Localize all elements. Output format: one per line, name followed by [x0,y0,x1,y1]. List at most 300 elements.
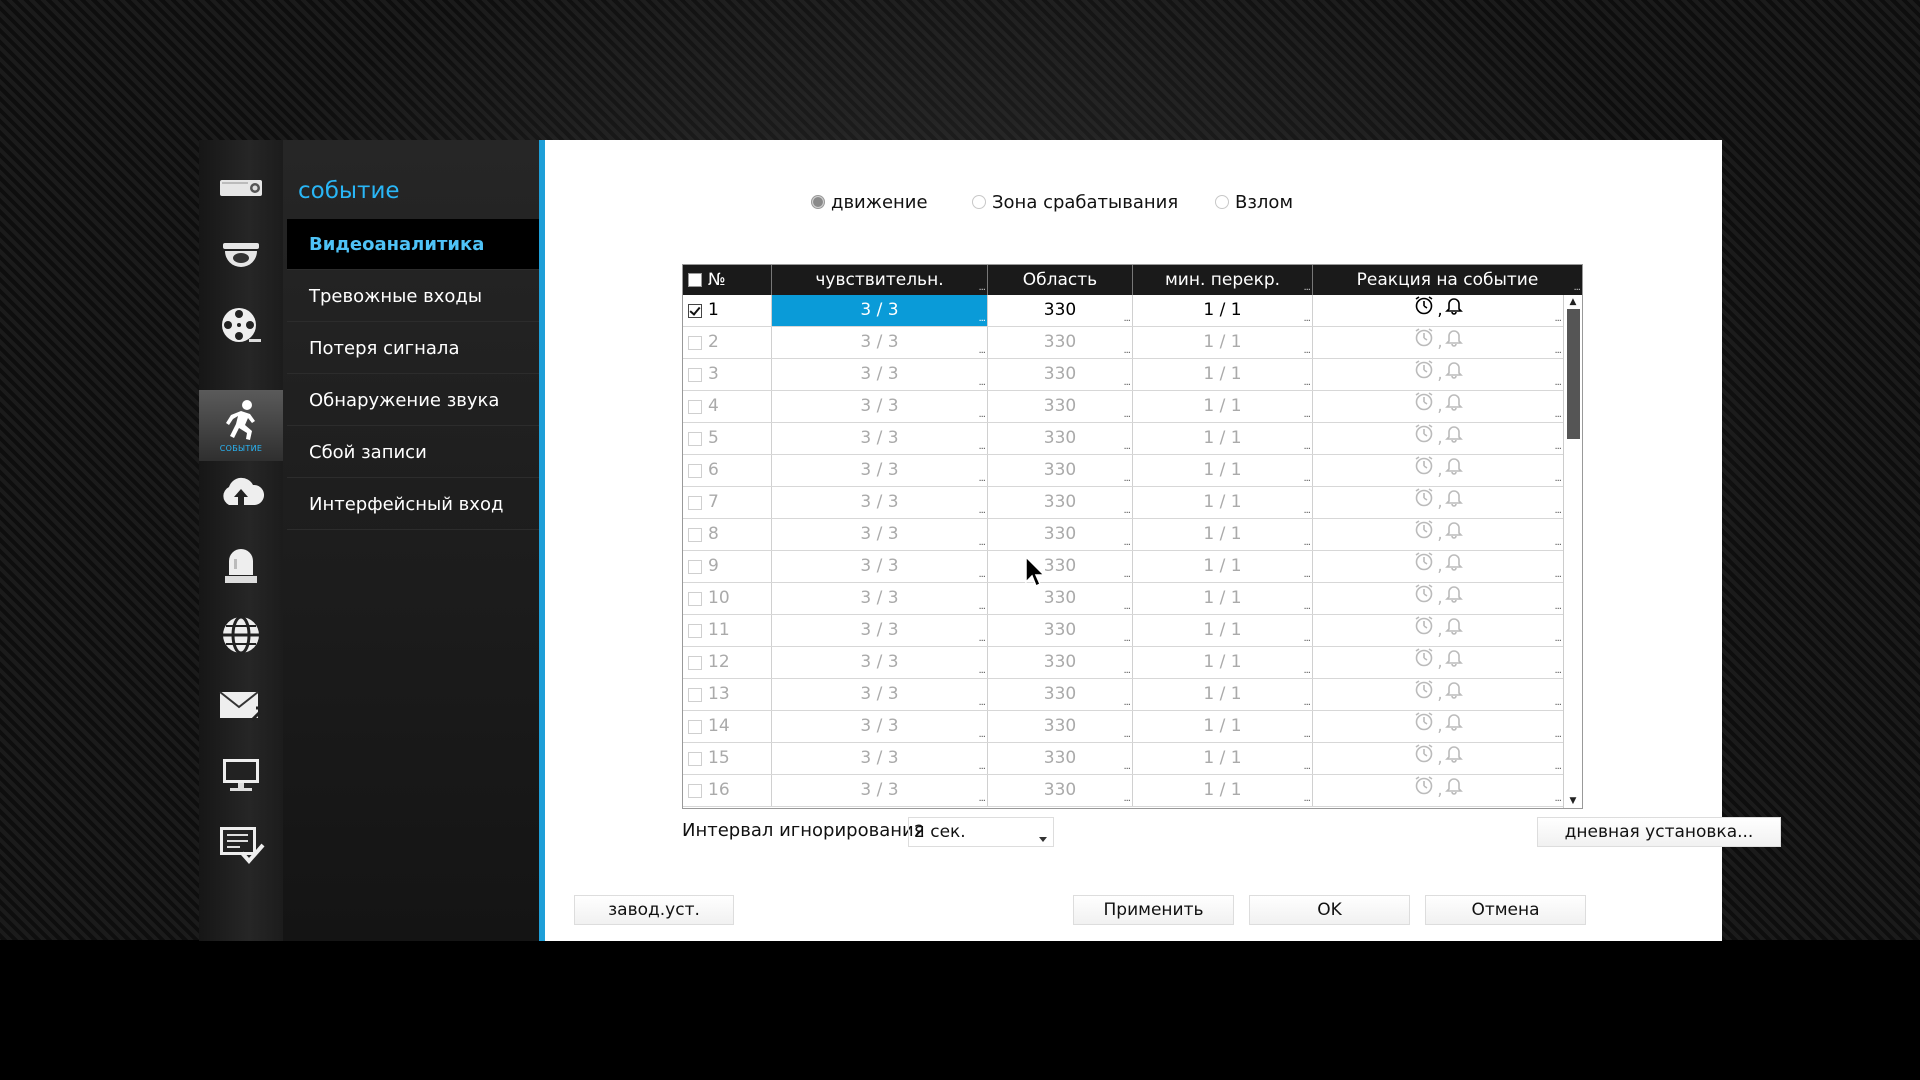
area-value: 330 [1043,524,1077,544]
reaction-cell[interactable] [1313,615,1563,646]
min-overlap-cell[interactable] [1133,551,1313,582]
sensitivity-cell[interactable] [772,391,988,422]
min-overlap-value: 1 / 1 [1203,748,1242,768]
row-num: 15 [708,748,730,768]
alarm-clock-icon [1413,743,1435,774]
row-num-cell [683,711,772,742]
alarm-clock-icon [1413,519,1435,550]
min-overlap-value: 1 / 1 [1203,588,1242,608]
reaction-ellipsis: ... [1554,729,1561,740]
min-overlap-cell[interactable] [1133,615,1313,646]
min-overlap-cell[interactable] [1133,423,1313,454]
sensitivity-cell[interactable] [772,519,988,550]
reaction-separator: , [1437,428,1443,448]
reaction-ellipsis: ... [1554,505,1561,516]
table-row [683,327,1563,359]
ignore-interval-label: Интервал игнорирования [682,820,925,841]
reaction-separator: , [1437,684,1443,704]
reaction-separator: , [1437,652,1443,672]
scroll-up-arrow[interactable]: ▲ [1569,297,1577,307]
sensitivity-ellipsis: ... [978,313,985,324]
ok-button[interactable]: OK [1249,895,1410,925]
area-cell[interactable] [988,551,1133,582]
row-num: 3 [708,364,719,384]
sensitivity-value: 3 / 3 [860,588,899,608]
header-reaction[interactable] [1313,265,1582,295]
sensitivity-ellipsis: ... [978,537,985,548]
bell-icon [1445,711,1463,742]
area-cell[interactable] [988,295,1133,326]
running-person-icon [219,398,263,442]
header-min-overlap-label: мин. перекр. [1164,270,1281,290]
menu-item-signal-loss[interactable]: Потеря сигнала [287,323,539,374]
row-num-cell [683,295,772,326]
table-row [683,359,1563,391]
row-num-cell [683,327,772,358]
reaction-cell[interactable] [1313,647,1563,678]
day-setup-button[interactable]: дневная установка... [1537,817,1781,847]
reaction-cell[interactable] [1313,455,1563,486]
sensitivity-cell[interactable] [772,775,988,806]
header-sensitivity-ellipsis: ... [978,282,985,293]
header-sensitivity[interactable] [772,265,988,295]
reaction-separator: , [1437,556,1443,576]
alarm-clock-icon [1413,615,1435,646]
row-num-cell [683,519,772,550]
min-overlap-cell[interactable] [1133,327,1313,358]
reaction-cell[interactable] [1313,295,1563,326]
area-ellipsis: ... [1123,761,1130,772]
sensitivity-cell[interactable] [772,423,988,454]
reaction-separator: , [1437,300,1443,320]
radio-trigger-zone[interactable] [972,190,1178,214]
menu-item-interface-input[interactable]: Интерфейсный вход [287,479,539,530]
sensitivity-ellipsis: ... [978,665,985,676]
area-cell[interactable] [988,359,1133,390]
radio-dot-tamper [1215,195,1229,209]
film-reel-icon[interactable] [199,292,283,362]
sensitivity-cell[interactable] [772,711,988,742]
area-cell[interactable] [988,679,1133,710]
apply-button[interactable]: Применить [1073,895,1234,925]
row-num: 14 [708,716,730,736]
alarm-clock-icon [1413,679,1435,710]
min-overlap-ellipsis: ... [1303,697,1310,708]
table-row [683,647,1563,679]
min-overlap-value: 1 / 1 [1203,620,1242,640]
row-num: 1 [708,300,719,320]
area-value: 330 [1043,332,1077,352]
min-overlap-value: 1 / 1 [1203,428,1242,448]
row-checkbox[interactable] [688,624,702,638]
factory-default-button[interactable]: завод.уст. [574,895,734,925]
min-overlap-value: 1 / 1 [1203,652,1242,672]
min-overlap-value: 1 / 1 [1203,396,1242,416]
row-checkbox[interactable] [688,464,702,478]
sensitivity-ellipsis: ... [978,569,985,580]
area-cell[interactable] [988,583,1133,614]
row-checkbox[interactable] [688,496,702,510]
table-row [683,583,1563,615]
bell-icon [1445,295,1463,326]
area-cell[interactable] [988,711,1133,742]
min-overlap-cell[interactable] [1133,743,1313,774]
monitor-icon[interactable] [199,740,283,810]
min-overlap-ellipsis: ... [1303,345,1310,356]
min-overlap-ellipsis: ... [1303,793,1310,804]
sensitivity-value: 3 / 3 [860,524,899,544]
reaction-ellipsis: ... [1554,537,1561,548]
alarm-clock-icon [1413,327,1435,358]
header-min-overlap[interactable] [1133,265,1313,295]
table-header [683,265,1582,295]
globe-icon[interactable] [199,600,283,670]
min-overlap-cell[interactable] [1133,295,1313,326]
row-num: 10 [708,588,730,608]
row-checkbox[interactable] [688,368,702,382]
sensitivity-value: 3 / 3 [860,556,899,576]
row-num-cell [683,487,772,518]
min-overlap-cell[interactable] [1133,359,1313,390]
cloud-upload-icon[interactable] [199,458,283,528]
alarm-clock-icon [1413,647,1435,678]
row-checkbox[interactable] [688,560,702,574]
sensitivity-cell[interactable] [772,359,988,390]
sensitivity-value: 3 / 3 [860,460,899,480]
min-overlap-ellipsis: ... [1303,473,1310,484]
alarm-clock-icon [1413,359,1435,390]
sensitivity-ellipsis: ... [978,377,985,388]
sensitivity-cell[interactable] [772,647,988,678]
row-num: 16 [708,780,730,800]
header-min-overlap-ellipsis: ... [1303,282,1310,293]
mouse-cursor-icon [1025,556,1045,592]
reaction-ellipsis: ... [1554,441,1561,452]
row-checkbox[interactable] [688,720,702,734]
menu-item-audio-detection[interactable]: Обнаружение звука [287,375,539,426]
sensitivity-cell[interactable] [772,487,988,518]
min-overlap-ellipsis: ... [1303,313,1310,324]
bell-icon [1445,359,1463,390]
min-overlap-ellipsis: ... [1303,761,1310,772]
min-overlap-value: 1 / 1 [1203,332,1242,352]
sensitivity-value: 3 / 3 [860,300,899,320]
table-row [683,295,1563,327]
sensitivity-cell[interactable] [772,679,988,710]
reaction-cell[interactable] [1313,487,1563,518]
checklist-icon[interactable] [199,810,283,880]
area-cell[interactable] [988,423,1133,454]
min-overlap-value: 1 / 1 [1203,556,1242,576]
reaction-cell[interactable] [1313,775,1563,806]
row-checkbox[interactable] [688,400,702,414]
mail-icon[interactable] [199,670,283,740]
ignore-interval-value: 2 сек. [914,822,966,842]
reaction-ellipsis: ... [1554,633,1561,644]
sensitivity-cell[interactable] [772,743,988,774]
min-overlap-value: 1 / 1 [1203,524,1242,544]
area-cell[interactable] [988,455,1133,486]
area-value: 330 [1043,652,1077,672]
table-row [683,615,1563,647]
row-checkbox[interactable] [688,304,702,318]
area-ellipsis: ... [1123,793,1130,804]
area-cell[interactable] [988,391,1133,422]
sensitivity-ellipsis: ... [978,697,985,708]
area-ellipsis: ... [1123,473,1130,484]
alarm-clock-icon [1413,423,1435,454]
sensitivity-cell[interactable] [772,327,988,358]
area-cell[interactable] [988,743,1133,774]
alarm-clock-icon [1413,711,1435,742]
reaction-separator: , [1437,460,1443,480]
row-checkbox[interactable] [688,336,702,350]
table-row [683,743,1563,775]
area-value: 330 [1043,780,1077,800]
row-checkbox[interactable] [688,784,702,798]
sensitivity-cell[interactable] [772,615,988,646]
row-checkbox[interactable] [688,688,702,702]
min-overlap-value: 1 / 1 [1203,684,1242,704]
bell-icon [1445,487,1463,518]
cancel-button[interactable]: Отмена [1425,895,1586,925]
event-submenu [283,140,539,941]
sensitivity-ellipsis: ... [978,793,985,804]
sensitivity-value: 3 / 3 [860,364,899,384]
radio-motion[interactable] [811,190,928,214]
area-ellipsis: ... [1123,569,1130,580]
row-checkbox[interactable] [688,528,702,542]
reaction-ellipsis: ... [1554,409,1561,420]
row-num-cell [683,423,772,454]
sensitivity-value: 3 / 3 [860,620,899,640]
header-area [988,265,1133,295]
reaction-ellipsis: ... [1554,665,1561,676]
bell-icon [1445,743,1463,774]
min-overlap-cell[interactable] [1133,679,1313,710]
min-overlap-value: 1 / 1 [1203,492,1242,512]
bell-icon [1445,583,1463,614]
table-row [683,423,1563,455]
table-row [683,775,1563,807]
reaction-ellipsis: ... [1554,313,1561,324]
scroll-thumb[interactable] [1567,309,1580,439]
camera-device-icon[interactable] [199,153,283,223]
min-overlap-ellipsis: ... [1303,377,1310,388]
menu-item-record-failure[interactable]: Сбой записи [287,427,539,478]
sensitivity-cell[interactable] [772,583,988,614]
event-category-button[interactable] [199,390,283,461]
min-overlap-cell[interactable] [1133,391,1313,422]
reaction-separator: , [1437,588,1443,608]
menu-item-alarm-inputs[interactable]: Тревожные входы [287,271,539,322]
radio-dot-trigger-zone [972,195,986,209]
sensitivity-ellipsis: ... [978,441,985,452]
area-ellipsis: ... [1123,729,1130,740]
area-ellipsis: ... [1123,505,1130,516]
sensitivity-ellipsis: ... [978,633,985,644]
row-num-cell [683,647,772,678]
menu-item-video-analytics[interactable]: Видеоаналитика [287,219,539,270]
reaction-separator: , [1437,524,1443,544]
min-overlap-cell[interactable] [1133,647,1313,678]
dome-camera-icon[interactable] [199,222,283,292]
area-value: 330 [1043,588,1077,608]
bell-icon [1445,455,1463,486]
min-overlap-ellipsis: ... [1303,729,1310,740]
sensitivity-value: 3 / 3 [860,684,899,704]
sensitivity-value: 3 / 3 [860,492,899,512]
main-content [545,140,1754,941]
sensitivity-value: 3 / 3 [860,332,899,352]
bell-icon [1445,423,1463,454]
table-body [683,295,1563,807]
chevron-down-icon [1039,837,1047,842]
table-row [683,679,1563,711]
sensitivity-cell[interactable] [772,551,988,582]
min-overlap-cell[interactable] [1133,487,1313,518]
area-cell[interactable] [988,775,1133,806]
min-overlap-cell[interactable] [1133,583,1313,614]
row-num-cell [683,679,772,710]
reaction-ellipsis: ... [1554,761,1561,772]
row-checkbox[interactable] [688,592,702,606]
select-all-checkbox[interactable] [688,273,702,287]
min-overlap-value: 1 / 1 [1203,716,1242,736]
bottom-black-band [0,940,1920,1080]
reaction-cell[interactable] [1313,551,1563,582]
alarm-clock-icon [1413,455,1435,486]
row-num-cell [683,551,772,582]
alarm-clock-icon [1413,775,1435,806]
area-cell[interactable] [988,487,1133,518]
table-row [683,391,1563,423]
radio-label-motion: движение [831,191,928,213]
sensitivity-value: 3 / 3 [860,716,899,736]
table-row [683,551,1563,583]
table-scrollbar[interactable] [1563,295,1582,808]
row-num: 2 [708,332,719,352]
scroll-down-arrow[interactable]: ▼ [1569,796,1577,806]
alarm-clock-icon [1413,551,1435,582]
sensitivity-value: 3 / 3 [860,428,899,448]
header-sensitivity-label: чувствительн. [815,270,944,290]
category-icon-bar [199,140,283,941]
row-num: 9 [708,556,719,576]
alarm-clock-icon [1413,295,1435,326]
sensitivity-value: 3 / 3 [860,780,899,800]
radio-tamper[interactable] [1215,190,1293,214]
reaction-cell[interactable] [1313,359,1563,390]
reaction-cell[interactable] [1313,711,1563,742]
row-num: 13 [708,684,730,704]
radio-label-tamper: Взлом [1235,191,1294,213]
min-overlap-value: 1 / 1 [1203,364,1242,384]
min-overlap-ellipsis: ... [1303,409,1310,420]
reaction-cell[interactable] [1313,327,1563,358]
reaction-ellipsis: ... [1554,697,1561,708]
area-value: 330 [1043,620,1077,640]
sensitivity-value: 3 / 3 [860,748,899,768]
header-reaction-label: Реакция на событие [1356,270,1539,290]
min-overlap-ellipsis: ... [1303,505,1310,516]
area-value: 330 [1043,684,1077,704]
min-overlap-ellipsis: ... [1303,569,1310,580]
reaction-separator: , [1437,364,1443,384]
sensitivity-ellipsis: ... [978,409,985,420]
bell-icon [1445,551,1463,582]
radio-dot-motion [811,195,825,209]
reaction-cell[interactable] [1313,423,1563,454]
min-overlap-cell[interactable] [1133,455,1313,486]
min-overlap-value: 1 / 1 [1203,460,1242,480]
row-num: 12 [708,652,730,672]
alarm-light-icon[interactable] [199,530,283,600]
row-num: 6 [708,460,719,480]
area-cell[interactable] [988,615,1133,646]
bell-icon [1445,615,1463,646]
reaction-ellipsis: ... [1554,793,1561,804]
row-checkbox[interactable] [688,656,702,670]
area-ellipsis: ... [1123,313,1130,324]
area-ellipsis: ... [1123,633,1130,644]
menu-title: событие [298,178,400,204]
alarm-clock-icon [1413,583,1435,614]
min-overlap-cell[interactable] [1133,775,1313,806]
sensitivity-cell[interactable] [772,295,988,326]
area-ellipsis: ... [1123,665,1130,676]
area-cell[interactable] [988,647,1133,678]
row-checkbox[interactable] [688,752,702,766]
reaction-separator: , [1437,780,1443,800]
min-overlap-ellipsis: ... [1303,441,1310,452]
area-ellipsis: ... [1123,345,1130,356]
row-checkbox[interactable] [688,432,702,446]
reaction-cell[interactable] [1313,679,1563,710]
min-overlap-ellipsis: ... [1303,537,1310,548]
header-area-label: Область [1022,270,1098,290]
reaction-cell[interactable] [1313,391,1563,422]
area-cell[interactable] [988,327,1133,358]
reaction-cell[interactable] [1313,743,1563,774]
min-overlap-cell[interactable] [1133,519,1313,550]
sensitivity-ellipsis: ... [978,505,985,516]
area-ellipsis: ... [1123,601,1130,612]
reaction-cell[interactable] [1313,519,1563,550]
header-reaction-ellipsis: ... [1573,282,1580,293]
area-ellipsis: ... [1123,409,1130,420]
area-value: 330 [1043,396,1077,416]
reaction-cell[interactable] [1313,583,1563,614]
min-overlap-cell[interactable] [1133,711,1313,742]
row-num: 5 [708,428,719,448]
reaction-ellipsis: ... [1554,601,1561,612]
area-cell[interactable] [988,519,1133,550]
area-value: 330 [1043,716,1077,736]
table-row [683,455,1563,487]
event-icon-caption: СОБЫТИЕ [219,444,263,453]
bell-icon [1445,327,1463,358]
row-num: 7 [708,492,719,512]
area-ellipsis: ... [1123,537,1130,548]
row-num: 8 [708,524,719,544]
min-overlap-ellipsis: ... [1303,601,1310,612]
ignore-interval-select[interactable] [908,817,1054,847]
row-num-cell [683,615,772,646]
area-ellipsis: ... [1123,377,1130,388]
bell-icon [1445,647,1463,678]
sensitivity-cell[interactable] [772,455,988,486]
